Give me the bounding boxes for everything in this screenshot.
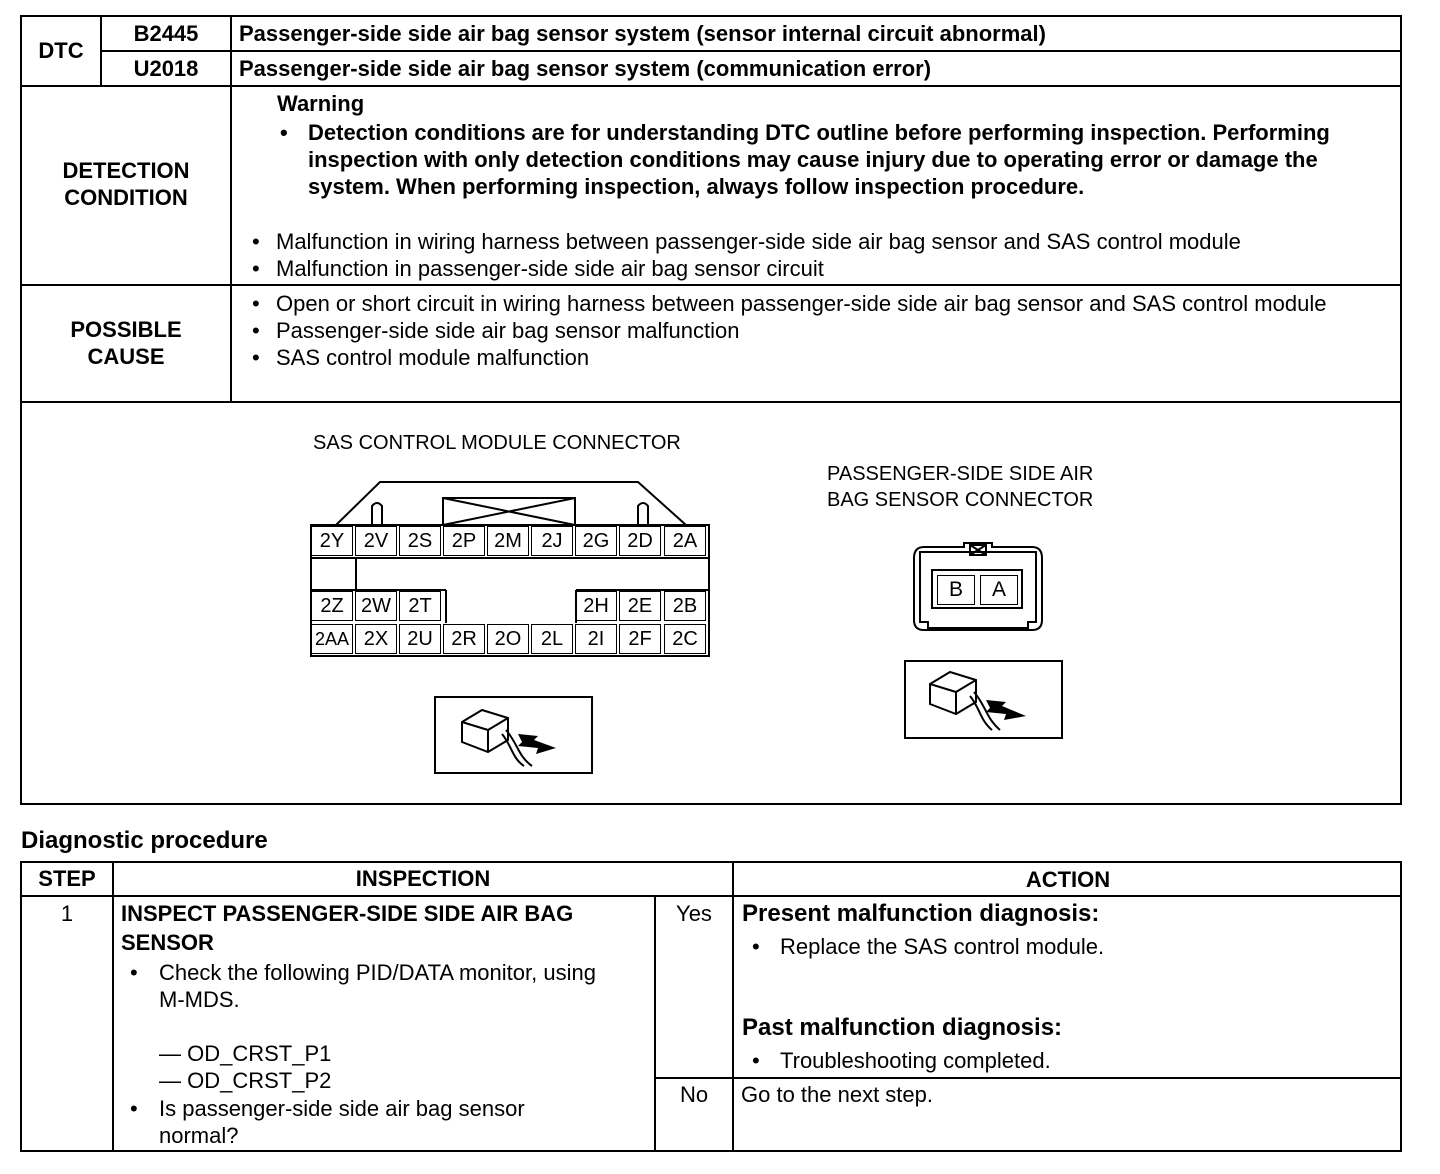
yes-label: Yes — [676, 901, 712, 926]
inspection-title-line1: INSPECT PASSENGER-SIDE SIDE AIR BAG — [121, 901, 574, 926]
detection-items — [248, 228, 1398, 282]
past-item: Troubleshooting completed. — [780, 1048, 1051, 1073]
possible-cause-label — [22, 316, 230, 370]
pin-2X: 2X — [355, 624, 397, 654]
dtc-description-2: Passenger-side side air bag sensor system (communication error) — [239, 56, 932, 81]
pin-2V: 2V — [355, 526, 397, 556]
pin-2D: 2D — [619, 526, 661, 556]
pid-item-2: — OD_CRST_P2 — [159, 1068, 332, 1093]
pin-2P: 2P — [443, 526, 485, 556]
past-bullet-icon: • — [752, 1048, 760, 1073]
pin-2E: 2E — [619, 591, 661, 621]
list-item: • Malfunction in wiring harness between passenger-side side air bag sensor and SAS control module — [248, 228, 1398, 255]
pin-2C: 2C — [664, 624, 706, 654]
dtc-label: DTC — [38, 38, 84, 63]
question-text — [159, 1095, 525, 1149]
list-item: • Malfunction in passenger-side side air bag sensor circuit — [248, 255, 1398, 282]
list-item: • SAS control module malfunction — [248, 344, 1378, 371]
sas-connector-title: SAS CONTROL MODULE CONNECTOR — [313, 432, 681, 454]
present-bullet-icon: • — [752, 934, 760, 959]
question-bullet-icon: • — [130, 1096, 138, 1121]
pin-A: A — [980, 575, 1018, 605]
column-header-inspection: INSPECTION — [355, 866, 491, 891]
detection-label-line2: CONDITION — [64, 185, 188, 210]
no-action-text: Go to the next step. — [741, 1082, 934, 1107]
column-header-action: ACTION — [1025, 867, 1111, 892]
passenger-connector-title-line2: BAG SENSOR CONNECTOR — [827, 489, 1094, 511]
pin-2A: 2A — [664, 526, 706, 556]
question-line2: normal? — [159, 1123, 239, 1148]
question-line1: Is passenger-side side air bag sensor — [159, 1096, 525, 1121]
inspection-title-line2: SENSOR — [121, 930, 214, 955]
dtc-code-1: B2445 — [133, 21, 199, 46]
pin-2H: 2H — [575, 591, 617, 621]
passenger-connector-outline — [910, 540, 1046, 636]
present-item: Replace the SAS control module. — [780, 934, 1105, 959]
pin-2F: 2F — [619, 624, 661, 654]
pin-2S: 2S — [399, 526, 441, 556]
dtc-description-1: Passenger-side side air bag sensor system (sensor internal circuit abnormal) — [239, 21, 1046, 46]
pin-B: B — [937, 575, 975, 605]
dtc-code-2: U2018 — [133, 56, 199, 81]
pin-2O: 2O — [487, 624, 529, 654]
column-header-step: STEP — [38, 866, 96, 891]
pin-2B: 2B — [664, 591, 706, 621]
harness-side-connector-icon — [434, 696, 594, 776]
possible-cause-items — [248, 290, 1378, 371]
pin-2I: 2I — [575, 624, 617, 654]
passenger-connector-title — [827, 461, 1093, 513]
check-line1: Check the following PID/DATA monitor, using — [159, 960, 596, 985]
pin-2AA: 2AA — [311, 624, 353, 654]
check-line2: M-MDS. — [159, 987, 240, 1012]
pin-2J: 2J — [531, 526, 573, 556]
list-item: • Open or short circuit in wiring harness between passenger-side side air bag sensor and SAS control module — [248, 290, 1378, 317]
pid-item-1: — OD_CRST_P1 — [159, 1041, 332, 1066]
check-text — [159, 959, 596, 1013]
pin-2W: 2W — [355, 591, 397, 621]
detection-label-line1: DETECTION — [62, 158, 190, 183]
possible-label-line1: POSSIBLE — [70, 317, 182, 342]
pin-2Y: 2Y — [311, 526, 353, 556]
step-number: 1 — [60, 901, 74, 926]
pid-list — [159, 1040, 331, 1094]
inspection-title — [121, 899, 573, 957]
procedure-heading: Diagnostic procedure — [21, 827, 268, 854]
pin-2M: 2M — [487, 526, 529, 556]
list-item: • Passenger-side side air bag sensor malfunction — [248, 317, 1378, 344]
pin-2G: 2G — [575, 526, 617, 556]
possible-label-line2: CAUSE — [87, 344, 165, 369]
harness-side-connector-icon — [904, 660, 1064, 740]
no-label: No — [679, 1082, 709, 1107]
detection-condition-label — [22, 157, 230, 211]
pin-2L: 2L — [531, 624, 573, 654]
present-malfunction-title: Present malfunction diagnosis: — [742, 900, 1100, 927]
pin-2T: 2T — [399, 591, 441, 621]
check-bullet-icon: • — [130, 960, 138, 985]
past-malfunction-title: Past malfunction diagnosis: — [742, 1014, 1063, 1041]
pin-2Z: 2Z — [311, 591, 353, 621]
pin-2U: 2U — [399, 624, 441, 654]
pin-2R: 2R — [443, 624, 485, 654]
warning-text: Detection conditions are for understanding DTC outline before performing inspection. Performing inspection with only detection conditions may cause injury due to operating error or damage the system. When performing inspection, always follow inspection procedure. — [308, 120, 1330, 199]
warning-bullet-icon: • — [280, 120, 288, 145]
passenger-connector-title-line1: PASSENGER-SIDE SIDE AIR — [827, 463, 1094, 485]
warning-title: Warning — [277, 91, 365, 116]
